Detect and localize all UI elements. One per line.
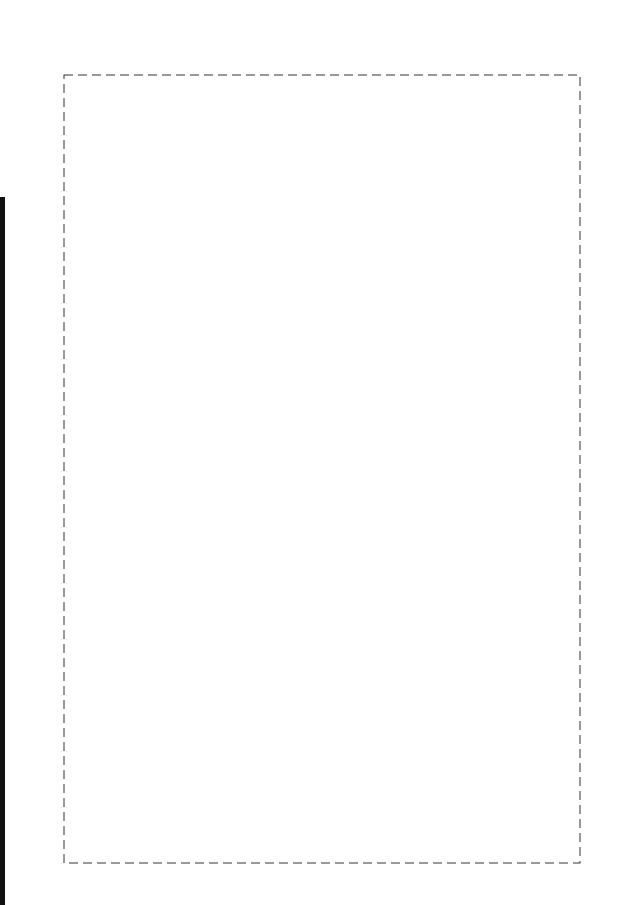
map-frame: [64, 75, 580, 863]
